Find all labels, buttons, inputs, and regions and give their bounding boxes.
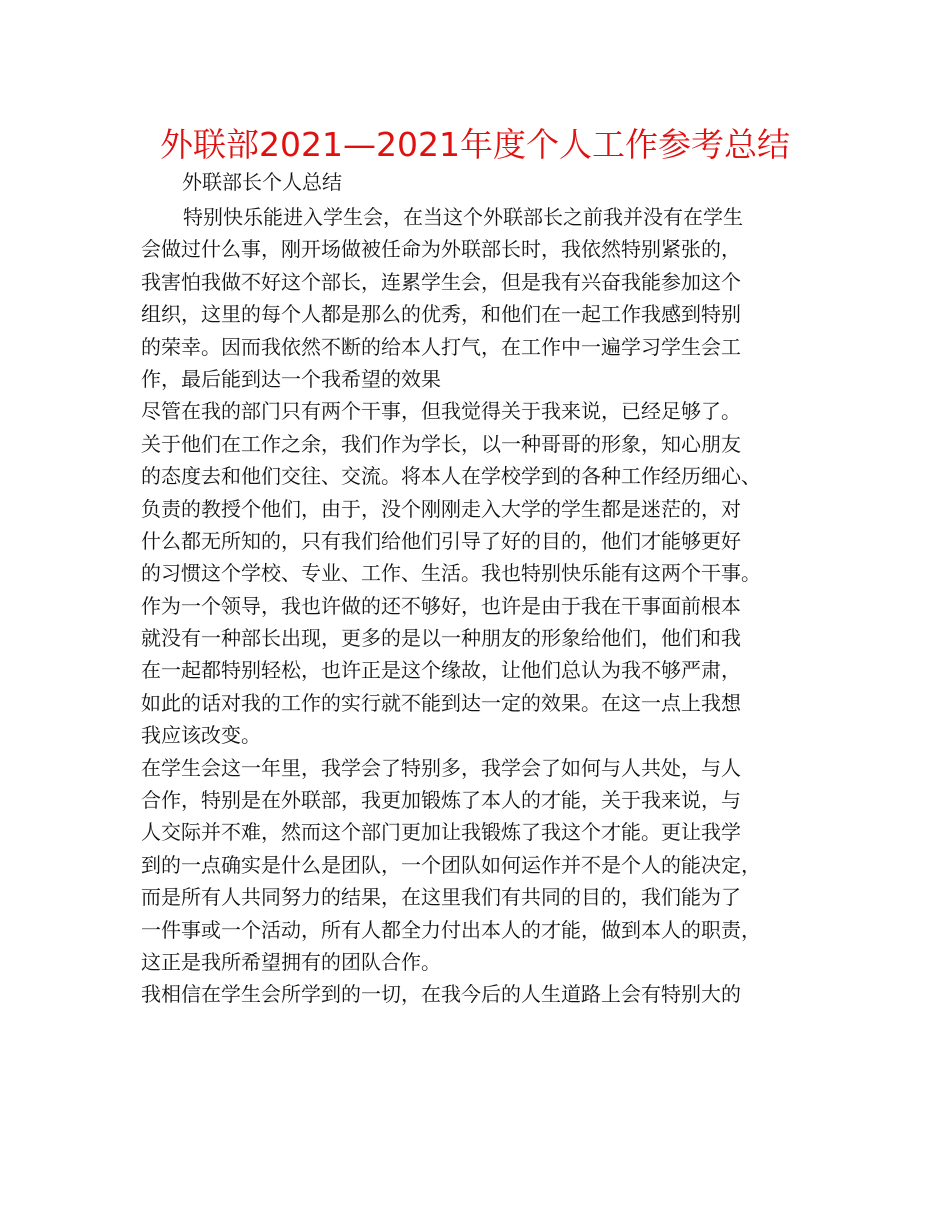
body-line: 如此的话对我的工作的实行就不能到达一定的效果。在这一点上我想 [141, 690, 741, 715]
body-line: 组织，这里的每个人都是那么的优秀，和他们在一起工作我感到特别 [141, 302, 741, 327]
body-line: 在学生会这一年里，我学会了特别多，我学会了如何与人共处，与人 [141, 755, 741, 780]
body-line: 负责的教授个他们，由于，没个刚刚走入大学的学生都是迷茫的，对 [141, 496, 741, 521]
body-line: 什么都无所知的，只有我们给他们引导了好的目的，他们才能够更好 [141, 528, 741, 553]
body-line: 在一起都特别轻松，也许正是这个缘故，让他们总认为我不够严肃， [141, 658, 741, 683]
body-line: 合作，特别是在外联部，我更加锻炼了本人的才能，关于我来说，与 [141, 788, 741, 813]
body-line: 的态度去和他们交往、交流。将本人在学校学到的各种工作经历细心、 [141, 464, 761, 489]
body-line: 就没有一种部长出现，更多的是以一种朋友的形象给他们，他们和我 [141, 626, 741, 651]
body-line: 的荣幸。因而我依然不断的给本人打气，在工作中一遍学习学生会工 [141, 334, 741, 359]
body-line: 的习惯这个学校、专业、工作、生活。我也特别快乐能有这两个干事。 [141, 561, 761, 586]
body-line: 人交际并不难，然而这个部门更加让我锻炼了我这个才能。更让我学 [141, 820, 741, 845]
body-line: 我害怕我做不好这个部长，连累学生会，但是我有兴奋我能参加这个 [141, 269, 741, 294]
body-line: 而是所有人共同努力的结果，在这里我们有共同的目的，我们能为了 [141, 885, 741, 910]
document-body [141, 201, 831, 1011]
body-line: 作为一个领导，我也许做的还不够好，也许是由于我在干事面前根本 [141, 593, 741, 618]
body-line: 尽管在我的部门只有两个干事，但我觉得关于我来说，已经足够了。 [141, 399, 741, 424]
body-line: 特别快乐能进入学生会，在当这个外联部长之前我并没有在学生 [183, 205, 743, 229]
body-line: 我应该改变。 [141, 723, 261, 748]
body-line: 会做过什么事，刚开场做被任命为外联部长时，我依然特别紧张的， [141, 237, 741, 262]
body-line: 一件事或一个活动，所有人都全力付出本人的才能，做到本人的职责， [141, 917, 761, 942]
body-line: 我相信在学生会所学到的一切，在我今后的人生道路上会有特别大的 [141, 982, 741, 1007]
body-line: 关于他们在工作之余，我们作为学长，以一种哥哥的形象，知心朋友 [141, 431, 741, 456]
document-subtitle: 外联部长个人总结 [182, 170, 342, 194]
document-title: 外联部2021—2021年度个人工作参考总结 [160, 125, 790, 164]
body-line: 作，最后能到达一个我希望的效果 [141, 366, 441, 391]
body-line: 这正是我所希望拥有的团队合作。 [141, 949, 441, 974]
body-line: 到的一点确实是什么是团队，一个团队如何运作并不是个人的能决定， [141, 852, 761, 877]
